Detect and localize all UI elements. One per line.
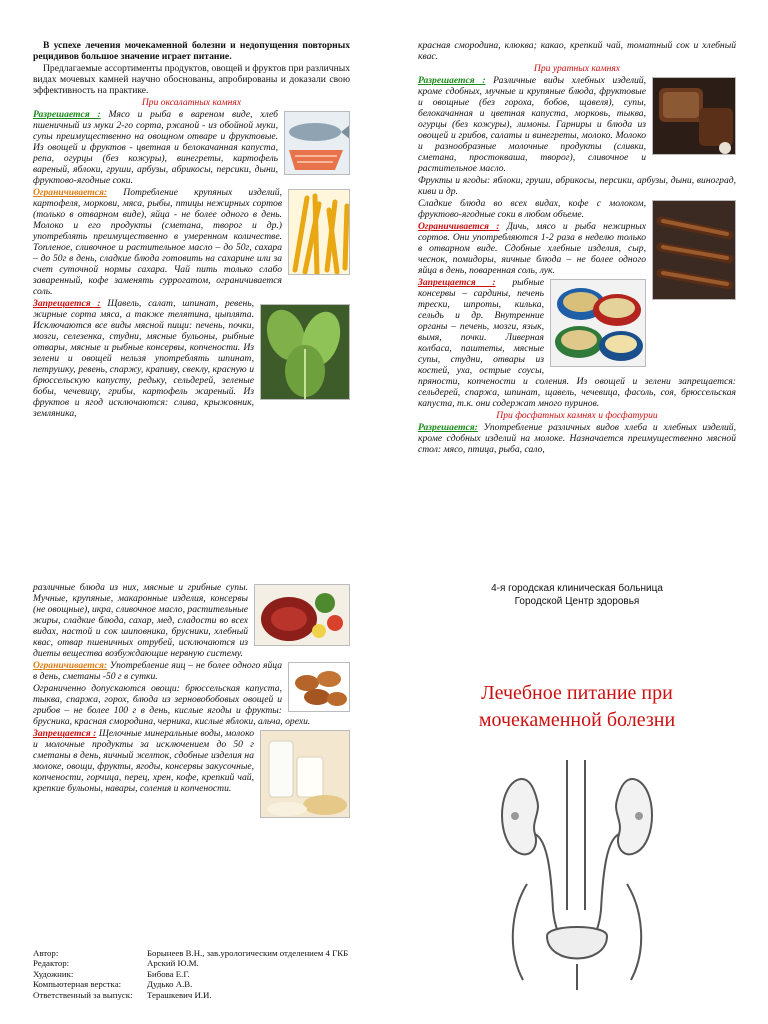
- credit-row: [33, 979, 363, 989]
- intro-text: Предлагаемые ассортименты продуктов, овощей и фруктов при различных видах мочевых камней научно обоснованы, апробированы и доказали свою эффективность на практике.: [33, 63, 350, 96]
- column-phosphate: [33, 582, 350, 820]
- forbidden-text: Щавель, салат, шпинат, ревень, жирные сорта мяса, а также телятина, цыплята. Исключаются все виды мясной пищи: печень, почки, мозги, селезенка, студни, мясные бульоны, рыбные отвары, мясные и рыбные консервы, копчености. Из зелени и овощей нельзя употреблять шпинат, петрушку, ревень, спаржу, крапиву, свеклу, красную и брюссельскую капусту, редьку, сельдерей, зеленые бобы, чечевицу, грибы, картофель жареный. Из фруктов и ягод исключаются: слива, крыжовник, земляника,: [33, 298, 255, 419]
- allowed-label: Разрешается :: [33, 109, 101, 120]
- credit-role: Компьютерная верстка:: [33, 979, 122, 990]
- forbidden-label: Запрещается :: [33, 728, 97, 739]
- brochure-title: Лечебное питание при мочекаменной болезни: [478, 682, 676, 731]
- oxalate-heading: При оксалатных камнях: [141, 97, 242, 108]
- phosphate-heading: При фосфатных камнях и фосфатурии: [496, 410, 658, 421]
- credit-name: Борынеев В.Н., зав.урологическим отделением 4 ГКБ: [147, 948, 349, 958]
- hospital-line2: Городской Центр здоровья: [514, 596, 640, 607]
- allowed-label: Разрешается :: [418, 75, 486, 86]
- credit-row: [33, 958, 363, 968]
- urate-heading: При уратных камнях: [533, 63, 621, 74]
- phosphate-limited-more: Ограниченно допускаются овощи: брюссельская капуста, тыква, спаржа, горох, блюда из зерновобобовых овощей и грибов – не более 100 г в день, кислые ягоды и фрукты: брусника, красная смородина, черника, кислые яблоки, альча, орехи.: [33, 683, 311, 727]
- spinach-image: [260, 304, 350, 400]
- urate-sweets: Сладкие блюда во всех видах, кофе с молоком, фруктово-ягодные соки в любом объеме.: [418, 198, 646, 220]
- forbidden-text: рыбные консервы – сардины, печень трески, шпроты, килька, сельдь и др. Внутренние органы – печень, мозги, язык, вымя, почки. Ливерная колбаса, паштеты, мясные супы, студни, отвары из костей, уха, острые соусы, пряности, копчености и соления. Из овощей и зелени запрещается: сельдерей, спаржа, шпинат, щавель, чечевица, фасоль, соя, брюссельская капуста, т.к. они содержат много пуринов.: [418, 277, 736, 409]
- fried-food-image: [288, 662, 350, 712]
- dairy-image: [260, 730, 350, 818]
- column-urate: [418, 40, 736, 456]
- forbidden-label: Запрещается :: [418, 277, 496, 288]
- limited-label: Ограничивается:: [33, 660, 108, 671]
- column-oxalate: [33, 40, 350, 420]
- hospital-line1: 4-я городская клиническая больница: [491, 583, 663, 594]
- allowed-label: Разрешается:: [418, 422, 478, 433]
- allowed-text: Различные виды хлебных изделий, кроме сдобных, мучные и крупяные блюда, фруктовые и овощные (без гороха, бобов, щавеля), супы, белокачанная и цветная капуста, морковь, тыква, огурцы (без кожуры), лимоны. Гарниры и блюда из овощей и грибов, салаты и винегреты, молоко. Молоко и разнообразные молочные продукты (сливки, сметана, простокваша, творог), сливочное и растительное масло.: [418, 75, 647, 174]
- credit-row: [33, 948, 363, 958]
- forbidden-text: Щелочные минеральные воды, молоко и молочные продукты за исключением до 50 г сметаны в день, яичный желток, сдобные изделия на молоке, овощи, фрукты, ягоды, консервы закусочные, копчености, горчица, перец, хрен, кофе, крепкий чай, крепкие бульоны, навары, соления и копчености.: [33, 728, 254, 794]
- canned-fish-image: [550, 279, 646, 367]
- credit-role: Художник:: [33, 968, 74, 979]
- credit-role: Автор:: [33, 948, 59, 958]
- intro-bold: В успехе лечения мочекаменной болезни и недопущения повторных рецидивов большое значение играет питание.: [33, 40, 350, 62]
- credit-row: [33, 969, 363, 979]
- fries-image: [288, 189, 350, 275]
- limited-text: Потребление крупяных изделий, картофеля, моркови, мяса, рыбы, птицы нежирных сортов (только в отварном виде), яйца - не более одного в день. Молоко и его продукты (сметана, творог и др.) употреблять преимущественно в умеренном количестве. Топленое, сливочное и растительное масло – до 50г, сахара – до 50г в день, сладкие блюда готовить на сахарине или за счет суточной нормы сахара. Чай пить только слабо заваренный, кофе заменять суррогатом, ограничивается соль.: [33, 187, 282, 297]
- limited-label: Ограничивается :: [418, 221, 500, 232]
- limited-text: Употребление яиц – не более одного яйца в день, сметаны -50 г в сутки.: [33, 660, 282, 682]
- cover-panel: [418, 578, 736, 990]
- credit-name: Бибова Е.Г.: [147, 968, 190, 979]
- credit-role: Редактор:: [33, 958, 70, 969]
- continued-text: красная смородина, клюква; какао, крепкий чай, томатный сок и хлебный квас.: [418, 40, 736, 62]
- meat-image: [254, 584, 350, 646]
- bread-image: [652, 77, 736, 155]
- credit-row: [33, 990, 363, 1000]
- urate-fruits: Фрукты и ягоды: яблоки, груши, абрикосы, персики, арбузы, дыни, виноград, киви и др.: [418, 175, 736, 197]
- urinary-system-illustration: [487, 760, 667, 990]
- credits: [33, 948, 363, 1000]
- kebab-image: [652, 200, 736, 300]
- limited-label: Ограничивается:: [33, 187, 108, 198]
- allowed-text: Употребление различных видов хлеба и хлебных изделий, кроме сдобных изделий на молоке. Назначается преимущественно мясной стол: мясо, птица, рыба, сало,: [418, 422, 736, 455]
- credit-name: Дудько А.В.: [147, 979, 193, 990]
- fish-image: [284, 111, 350, 175]
- forbidden-label: Запрещается :: [33, 298, 101, 309]
- credit-name: Арский Ю.М.: [147, 958, 199, 969]
- phosphate-continued: различные блюда из них, мясные и грибные супы. Мучные, крупяные, макаронные изделия, консервы (не овощные), икра, сливочное масло, растительные жиры, сладкие блюда, сахар, мед, сладости во всех видах, настой и сок шиповника, брусники, хлебный квас, отвар пшеничных отрубей, исключаются из диеты вещества возбуждающие нервную систему.: [33, 582, 248, 659]
- hospital-name: [418, 582, 736, 608]
- limited-text: Дичь, мясо и рыба нежирных сортов. Они употребляются 1-2 раза в неделю только в отварном виде. Сдобные хлебные изделия, сыр, чеснок, помидоры, яичные блюда – не более одного яйца в день, поваренная соль, лук.: [418, 221, 646, 276]
- phosphate-allowed: [418, 422, 736, 455]
- allowed-text: Мясо и рыба в вареном виде, хлеб пшеничный из муки 2-го сорта, ржаной - из обойной муки, супы преимущественно на овощном отваре и фруктовые. Из овощей и фруктов - цветная и белокачанная капуста, репа, огурцы (без кожуры), винегреты, картофель вареный, яблоки, груши, арбузы, абрикосы, персики, дыни, фруктово-ягодные соки.: [33, 109, 278, 186]
- credit-name: Терашкевич И.И.: [147, 989, 212, 1000]
- credit-role: Ответственный за выпуск:: [33, 989, 133, 1000]
